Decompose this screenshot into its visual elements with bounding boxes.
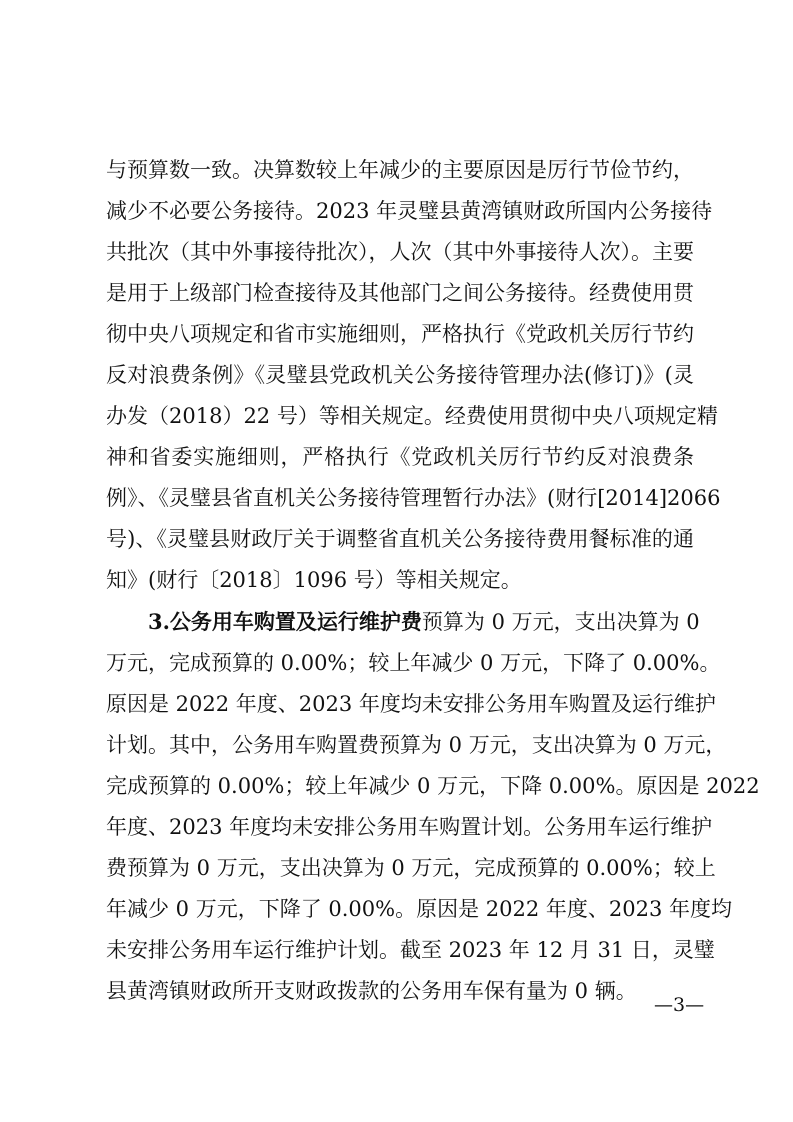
paragraph-line: 反对浪费条例》《灵璧县党政机关公务接待管理办法(修订)》(灵	[106, 363, 694, 387]
section-line: 县黄湾镇财政所开支财政拨款的公务用车保有量为 0 辆。	[106, 979, 637, 1003]
section-line: 费预算为 0 万元，支出决算为 0 万元，完成预算的 0.00%；较上	[106, 856, 716, 880]
paragraph-line: 与预算数一致。决算数较上年减少的主要原因是厉行节俭节约，	[106, 158, 694, 182]
paragraph-line: 是用于上级部门检查接待及其他部门之间公务接待。经费使用贯	[106, 281, 694, 305]
paragraph-line: 彻中央八项规定和省市实施细则，严格执行《党政机关厉行节约	[106, 322, 694, 346]
paragraph-line: 神和省委实施细则，严格执行《党政机关厉行节约反对浪费条	[106, 445, 694, 469]
paragraph-line: 办发（2018）22 号）等相关规定。经费使用贯彻中央八项规定精	[106, 404, 718, 428]
paragraph-line: 号)、《灵璧县财政厅关于调整省直机关公务接待费用餐标准的通	[106, 527, 694, 551]
section-line: 未安排公务用车运行维护计划。截至 2023 年 12 月 31 日，灵璧	[106, 938, 715, 962]
paragraph-line: 减少不必要公务接待。2023 年灵璧县黄湾镇财政所国内公务接待	[106, 199, 713, 223]
section-line: 完成预算的 0.00%；较上年减少 0 万元，下降 0.00%。原因是 2022	[106, 774, 760, 798]
section-heading-line	[148, 607, 700, 637]
section-line: 万元，完成预算的 0.00%；较上年减少 0 万元，下降了 0.00%。	[106, 651, 721, 675]
section-line: 年减少 0 万元，下降了 0.00%。原因是 2022 年度、2023 年度均	[106, 897, 733, 921]
section-line: 原因是 2022 年度、2023 年度均未安排公务用车购置及运行维护	[106, 692, 716, 716]
paragraph-line: 知》(财行〔2018〕1096 号）等相关规定。	[106, 568, 522, 592]
paragraph-line: 例》、《灵璧县省直机关公务接待管理暂行办法》(财行[2014]2066	[106, 486, 721, 510]
section-heading: 3.公务用车购置及运行维护费	[148, 609, 422, 634]
paragraph-line: 共批次（其中外事接待批次），人次（其中外事接待人次）。主要	[106, 240, 694, 264]
page-number: —3—	[654, 994, 705, 1016]
section-line: 计划。其中，公务用车购置费预算为 0 万元，支出决算为 0 万元，	[106, 733, 727, 757]
section-heading-text: 预算为 0 万元，支出决算为 0	[421, 610, 700, 634]
section-line: 年度、2023 年度均未安排公务用车购置计划。公务用车运行维护	[106, 815, 713, 839]
